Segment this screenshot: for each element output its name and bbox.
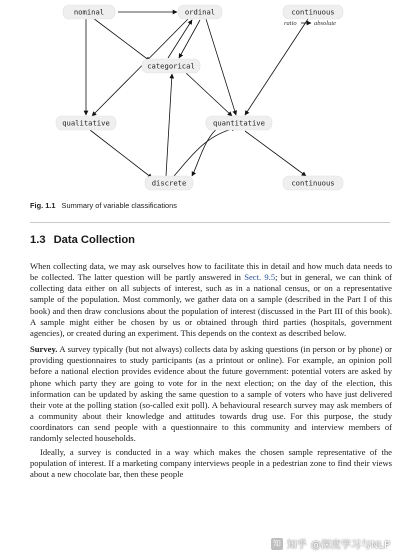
edge-categorical-ordinal [168,20,192,58]
run-in-heading-survey: Survey. [30,344,58,355]
node-nominal [63,5,115,19]
edge-continuous-quantitative [245,19,308,115]
svg-text:quantitative: quantitative [213,118,265,128]
node-discrete [145,176,193,190]
section-title-text: Data Collection [53,234,135,246]
figure-label: Fig. 1.1 [30,201,56,210]
svg-text:nominal: nominal [73,7,105,17]
watermark [271,536,390,551]
svg-text:continuous: continuous [291,178,335,188]
node-continuous-top [283,5,343,19]
edge-qualitative-discrete [90,130,152,178]
watermark-platform: 知乎 [286,540,307,551]
watermark-handle: @深度学习与NLP [310,540,390,551]
edge-ordinal-categorical [179,20,200,58]
body-text [30,261,392,480]
section-heading [30,234,135,246]
svg-text:continuous: continuous [291,7,335,17]
paragraph-text: When collecting data, we may ask ourselves how to facilitate this in detail and how much data needs to be collected. The latter question will be partly answered in [30,261,392,283]
figure-caption [30,201,390,210]
svg-text:ordinal: ordinal [184,7,216,17]
paragraph-ideal-survey [30,447,392,480]
edge-nominal-categorical [93,18,150,61]
svg-text:categorical: categorical [147,61,195,71]
figure-caption-text: Summary of variable classifications [61,201,177,210]
node-quantitative [206,116,272,130]
paragraph-text: ; but in general, we can think of collecting data either on all subjects of interest, such as in a national census, or on a representative sample of the population. Most commonly, we gather data on a sample (described in the Part I of this book) and then draw conclusions about the population of interest (discussed in the Part III of this book). A sample might either be chosen by us or obtained through third parties (hospitals, government agencies), or created during an experiment. This depends on the context as described below. [30,272,392,338]
edge-discrete-quantitative [174,128,236,176]
section-reference-link[interactable]: Sect. 9.5 [244,272,276,283]
svg-text:qualitative: qualitative [62,118,110,128]
edge-ordinal-quantitative [206,19,236,115]
svg-text:discrete: discrete [151,178,187,188]
continuous-sub-left: ratio [284,20,297,27]
node-qualitative [56,116,116,130]
paragraph-survey [30,344,392,444]
section-number: 1.3 [30,234,46,246]
section-divider [30,222,390,223]
paragraph-text: A survey typically (but not always) collects data by asking questions (in person or by phone) or providing questionnaires to study participants (as a printout or online). For example, an opinion poll before a national election provides evidence about the future government: potential voters are asked by phone which party they are going to vote for in the next election; on the day of the election, this information can be updated by asking the same question to a sample of voters who have just delivered their vote at the polling station (so-called exit poll). A behavioural research survey may ask members of a community about their knowledge and attitudes towards drug use. For this purpose, the study coordinators can send people with a questionnaire to this community and interview members of randomly selected households. [30,344,392,444]
zhihu-logo-icon: 知 [272,539,281,548]
edge-discrete-categorical [166,74,172,176]
variable-classification-diagram [0,0,400,200]
paragraph-text: Ideally, a survey is conducted in a way which makes the chosen sample representative of the population of interest. If a marketing company interviews people in a pedestrian zone to find their views about a new chocolate bar, then these people [30,446,392,479]
continuous-sub-right: absolute [314,20,337,27]
node-categorical [142,59,200,73]
node-ordinal [178,5,222,19]
node-continuous-bottom [283,176,343,190]
edge-quantitative-continuous [245,131,306,176]
paragraph-data-collection [30,261,392,339]
